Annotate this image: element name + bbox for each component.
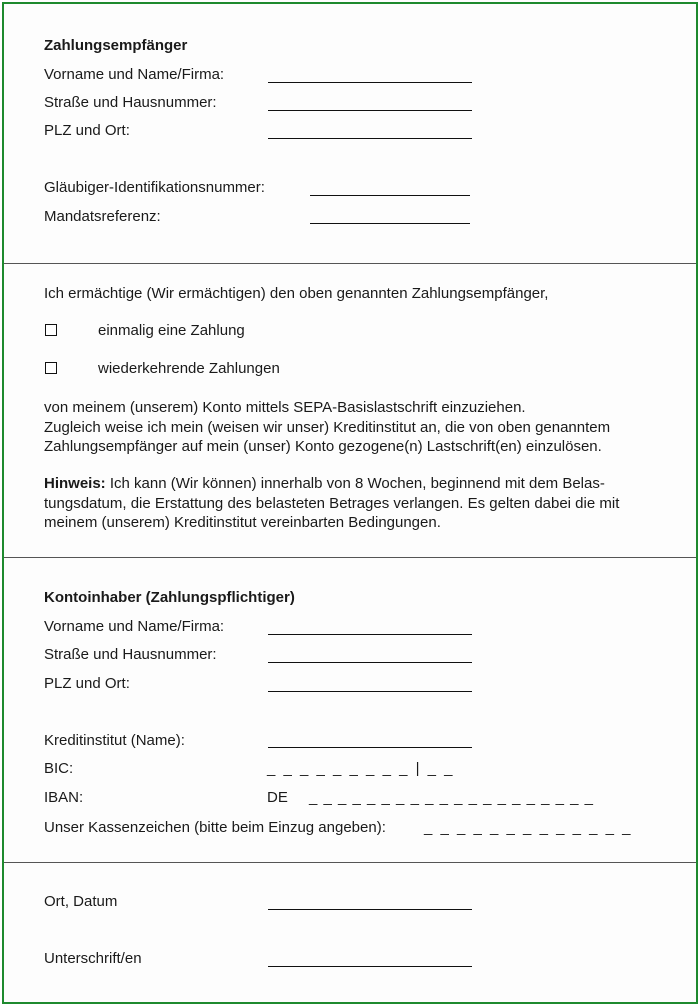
section-divider <box>4 263 696 264</box>
signature-label: Unterschrift/en <box>44 950 142 967</box>
payee-name-label: Vorname und Name/Firma: <box>44 66 225 83</box>
payee-street-label: Straße und Hausnummer: <box>44 94 217 111</box>
account-holder-heading: Kontoinhaber (Zahlungspflichtiger) <box>44 589 295 606</box>
creditor-id-field[interactable] <box>310 195 470 196</box>
bic-label: BIC: <box>44 760 74 777</box>
holder-name-label: Vorname und Name/Firma: <box>44 618 225 635</box>
authorization-line: Zahlungsempfänger auf mein (unser) Konto gezogene(n) Lastschrift(en) einzulösen. <box>44 438 602 455</box>
note-line: tungsdatum, die Erstattung des belasteten Betrages verlangen. Es gelten dabei die mit <box>44 494 620 512</box>
payee-street-field[interactable] <box>268 110 472 111</box>
holder-name-field[interactable] <box>268 634 472 635</box>
bic-field[interactable]: _ _ _ _ _ _ _ _ _ | _ _ <box>267 760 455 777</box>
iban-label: IBAN: <box>44 789 84 806</box>
reference-field[interactable]: _ _ _ _ _ _ _ _ _ _ _ _ _ <box>424 819 633 836</box>
place-date-field[interactable] <box>268 909 472 910</box>
payee-city-label: PLZ und Ort: <box>44 122 130 139</box>
once-option-label: einmalig eine Zahlung <box>98 322 245 339</box>
holder-street-field[interactable] <box>268 662 472 663</box>
authorization-text <box>44 398 684 457</box>
payee-city-field[interactable] <box>268 138 472 139</box>
iban-country-prefix: DE <box>267 789 288 806</box>
payee-name-field[interactable] <box>268 82 472 83</box>
mandate-ref-label: Mandatsreferenz: <box>44 208 161 225</box>
authorization-line: von meinem (unserem) Konto mittels SEPA-Basislastschrift einzuziehen. <box>44 399 526 416</box>
recurring-checkbox[interactable] <box>45 362 57 374</box>
payee-heading: Zahlungsempfänger <box>44 37 188 54</box>
place-date-label: Ort, Datum <box>44 893 118 910</box>
note-line: meinem (unserem) Kreditinstitut vereinbarten Bedingungen. <box>44 514 441 531</box>
creditor-id-label: Gläubiger-Identifikationsnummer: <box>44 179 265 196</box>
section-divider <box>4 862 696 863</box>
note-line: Ich kann (Wir können) innerhalb von 8 Wochen, beginnend mit dem Belas- <box>105 475 605 492</box>
bank-name-field[interactable] <box>268 747 472 748</box>
mandate-ref-field[interactable] <box>310 223 470 224</box>
note-label: Hinweis: <box>44 475 106 492</box>
bank-name-label: Kreditinstitut (Name): <box>44 732 185 749</box>
once-checkbox[interactable] <box>45 324 57 336</box>
signature-field[interactable] <box>268 966 472 967</box>
iban-field[interactable]: _ _ _ _ _ _ _ _ _ _ _ _ _ _ _ _ _ _ _ _ <box>309 789 595 806</box>
holder-city-field[interactable] <box>268 691 472 692</box>
authorization-line: Zugleich weise ich mein (weisen wir unser) Kreditinstitut an, die von oben genanntem <box>44 418 611 436</box>
holder-city-label: PLZ und Ort: <box>44 675 130 692</box>
section-divider <box>4 557 696 558</box>
note-text <box>44 474 684 533</box>
holder-street-label: Straße und Hausnummer: <box>44 646 217 663</box>
recurring-option-label: wiederkehrende Zahlungen <box>98 360 280 377</box>
authorization-intro: Ich ermächtige (Wir ermächtigen) den oben genannten Zahlungsempfänger, <box>44 285 549 302</box>
reference-label: Unser Kassenzeichen (bitte beim Einzug angeben): <box>44 819 386 836</box>
